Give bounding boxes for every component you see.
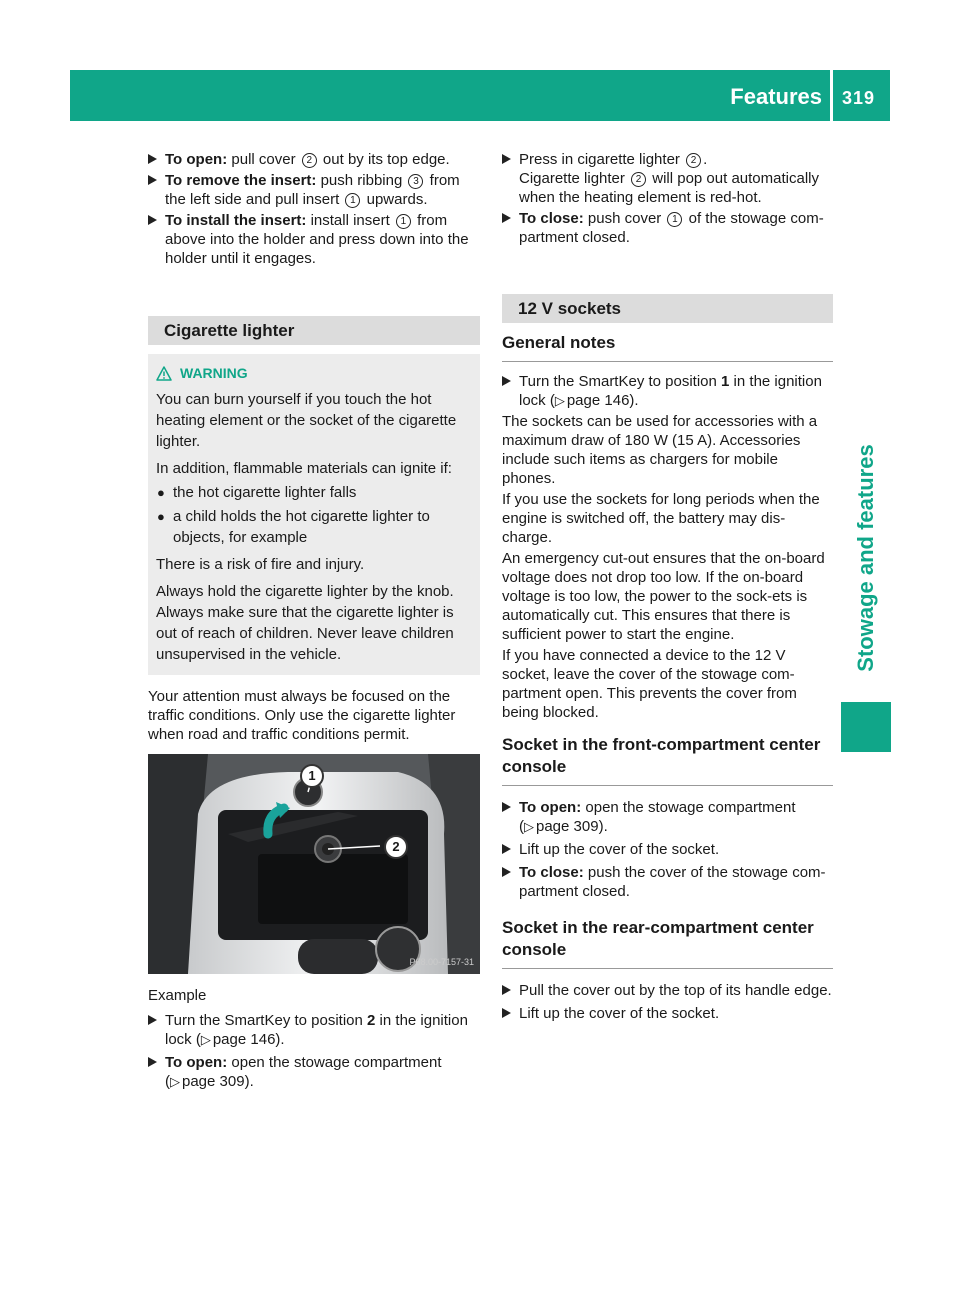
arrow-icon [502,802,511,812]
subsection-title: Socket in the front-compartment center console [502,734,833,786]
step-text: push the cover of the stowage com-partment closed. [519,864,826,900]
side-tab-marker [841,702,891,752]
header-divider [830,70,833,121]
step-label: To close: [519,210,584,227]
step-label: To install the insert: [165,212,307,229]
bullet-item [156,506,472,548]
callout-number: 1 [667,212,682,227]
step-text: Lift up the cover of the socket. [519,1005,720,1022]
step-text: Cigarette lighter [519,170,630,187]
paragraph: Your attention must always be focused on the traffic conditions. Only use the cigarette lighter when road and traffic conditions permit. [148,688,456,743]
warning-label: WARNING [180,365,248,381]
subsection-title: General notes [502,332,833,362]
step-text: . [703,151,708,168]
step-text: out by its top edge. [318,151,450,168]
step-text: push ribbing [316,172,407,189]
instruction-step [148,1053,480,1091]
page-title: Features [730,84,822,109]
arrow-icon [502,376,511,386]
warning-title [156,364,472,383]
step-text: Lift up the cover of the socket. [519,841,720,858]
step-label: 1 [721,373,730,390]
step-label: 2 [367,1012,376,1029]
page-ref-icon: ▷ [200,1032,211,1047]
bullet-text: a child holds the hot cigarette lighter to objects, for example [173,508,430,546]
page-ref-icon: ▷ [170,1074,180,1089]
instruction-step [502,840,833,859]
arrow-icon [148,215,157,225]
page-reference[interactable]: page 309 [182,1073,245,1090]
paragraph: If you have connected a device to the 12 V socket, leave the cover of the stowage com-partment open. This prevents the cover from being blocked. [502,647,797,721]
arrow-icon [502,154,511,164]
step-text: of the stowage com-partment closed. [519,210,824,246]
image-code: P68.00-7157-31 [409,957,474,967]
bullet-icon: ● [157,485,165,500]
callout-badge: 2 [384,835,408,859]
instruction-step [148,1011,480,1049]
arrow-icon [148,154,157,164]
step-text: push cover [583,210,666,227]
step-label: To open: [165,1054,228,1071]
warning-text: Always hold the cigarette lighter by the knob. Always make sure that the cigarette lighter is out of reach of children. Never leave children unsupervised in the vehicle. [156,583,454,663]
section-title: 12 V sockets [502,294,833,323]
warning-box [148,354,480,675]
step-text: ). [244,1073,254,1090]
step-text: will pop out automatically when the heating element is red-hot. [519,170,819,206]
page-reference[interactable]: page 146 [212,1031,276,1048]
step-text: ). [629,392,639,409]
arrow-icon [502,213,511,223]
callout-number: 2 [631,172,646,187]
step-text: open the stowage compartment ( [519,799,796,835]
instruction-step [148,150,480,169]
callout-number: 3 [408,174,423,189]
instruction-step [502,798,833,836]
step-text: pull cover [227,151,300,168]
bullet-icon: ● [157,509,165,524]
step-text: upwards. [362,191,428,208]
warning-icon [156,366,172,381]
image-caption: Example [148,987,207,1004]
subsection-title: Socket in the rear-compartment center console [502,917,833,969]
step-text: open the stowage compartment ( [165,1054,442,1090]
right-column [502,150,833,1025]
step-label: To open: [519,799,582,816]
step-text: Turn the SmartKey to position [165,1012,368,1029]
page-ref-icon: ▷ [524,819,534,834]
paragraph: If you use the sockets for long periods when the engine is switched off, the battery may dis-charge. [502,491,820,546]
callout-number: 1 [345,193,360,208]
left-column [148,150,480,1093]
arrow-icon [502,985,511,995]
arrow-icon [148,1015,157,1025]
callout-number: 2 [302,153,317,168]
page-reference[interactable]: page 309 [536,818,599,835]
paragraph: An emergency cut-out ensures that the on-board voltage does not drop too low. If the on-board voltage is too low, the power to the sock-ets is automatically cut. This ensures that there is sufficient power to start the engine. [502,550,825,643]
page-ref-icon: ▷ [554,393,565,408]
page-number: 319 [842,88,876,108]
step-text: in the ignition lock ( [165,1012,468,1048]
step-label: To close: [519,864,584,881]
step-text: Press in cigarette lighter [519,151,685,168]
step-text: Turn the SmartKey to position [519,373,722,390]
callout-number: 2 [686,153,701,168]
arrow-icon [148,175,157,185]
instruction-step [502,150,833,207]
step-text: Pull the cover out by the top of its handle edge. [519,982,832,999]
step-text: install insert [306,212,394,229]
bullet-text: the hot cigarette lighter falls [173,484,357,501]
warning-text: There is a risk of fire and injury. [156,556,365,573]
instruction-step [502,372,833,410]
console-photo [148,754,480,974]
arrow-icon [502,867,511,877]
step-text: ). [598,818,608,835]
step-text: from above into the holder and press down into the holder until it engages. [165,212,469,267]
arrow-icon [502,844,511,854]
callout-number: 1 [396,214,411,229]
arrow-icon [148,1057,157,1067]
instruction-step [148,171,480,209]
bullet-item [156,482,472,503]
side-tab-label: Stowage and features [853,444,878,672]
instruction-step [502,981,833,1000]
step-label: To open: [165,151,228,168]
step-text: ). [275,1031,285,1048]
page-reference[interactable]: page 146 [566,392,630,409]
instruction-step [148,211,480,268]
callout-badge: 1 [300,764,324,788]
paragraph: The sockets can be used for accessories with a maximum draw of 180 W (15 A). Accessories include such items as chargers for mobile phones. [502,413,818,487]
warning-text: You can burn yourself if you touch the hot heating element or the socket of the cigarette lighter. [156,391,457,450]
step-text: in the ignition lock ( [519,373,822,409]
instruction-step [502,1004,833,1023]
step-text: from the left side and pull insert [165,172,460,208]
step-label: To remove the insert: [165,172,317,189]
section-title: Cigarette lighter [148,316,480,345]
instruction-step [502,863,833,901]
warning-text: In addition, flammable materials can ignite if: [156,460,452,477]
instruction-step [502,209,833,247]
arrow-icon [502,1008,511,1018]
